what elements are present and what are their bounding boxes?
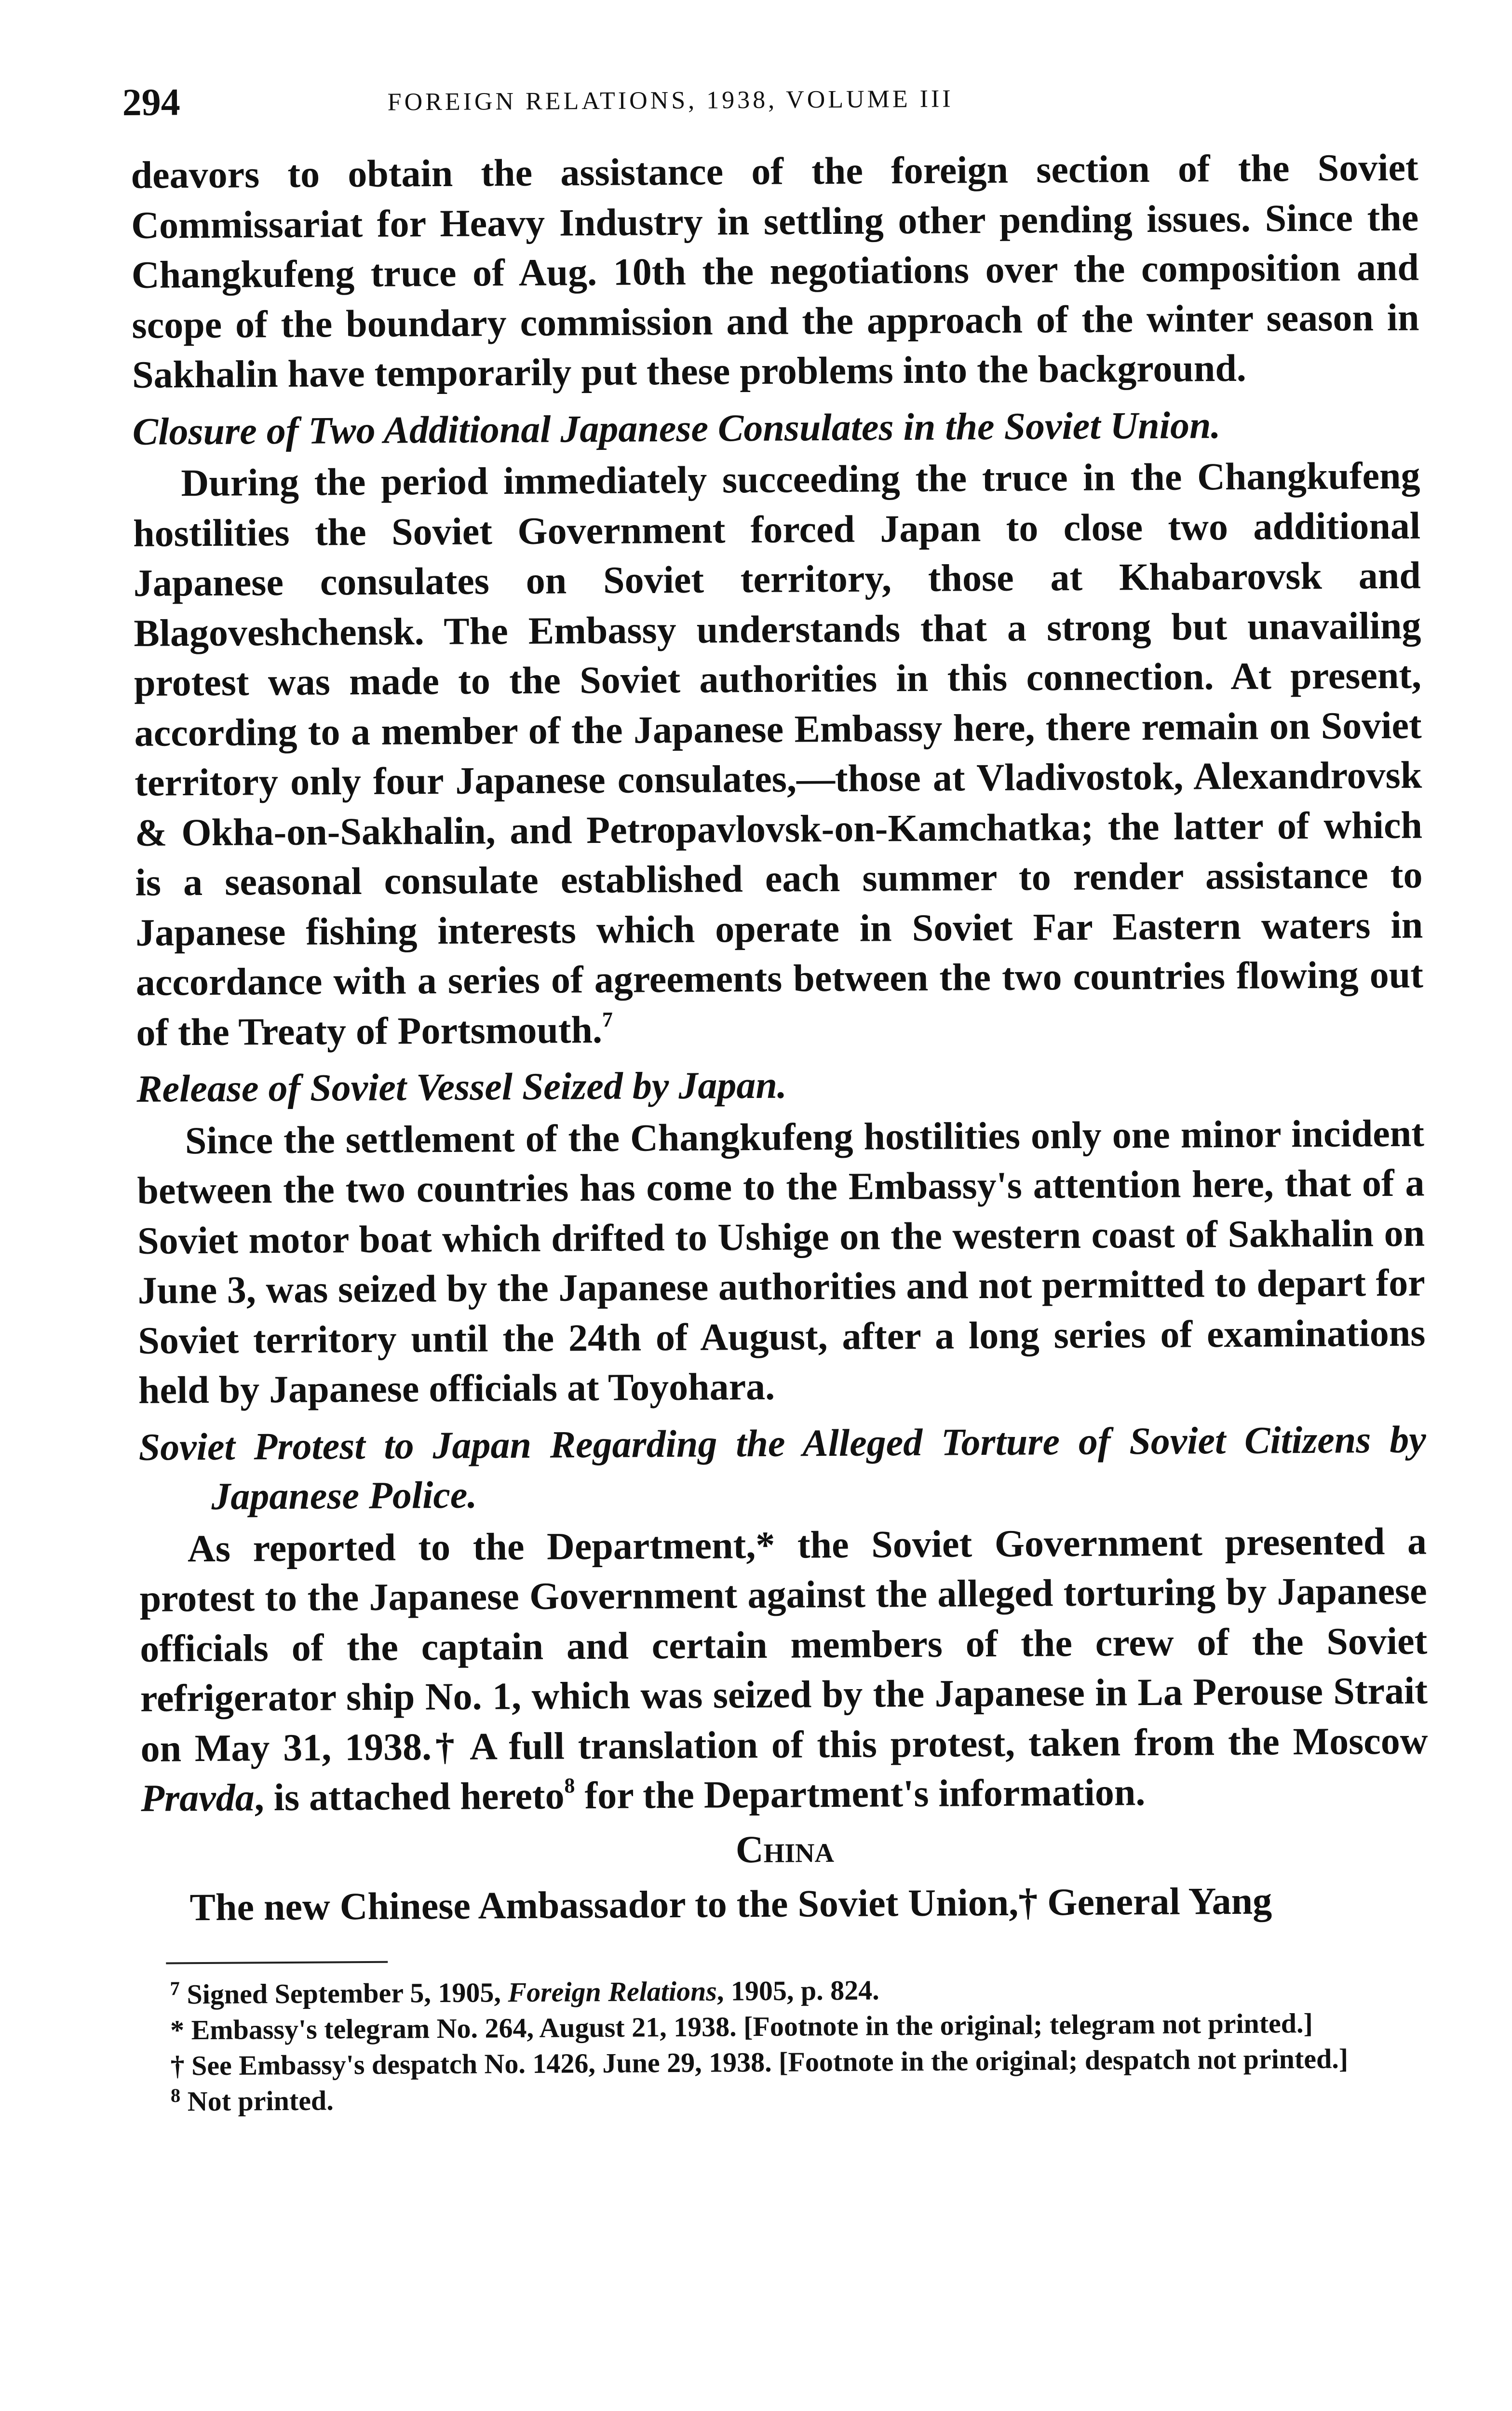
- paragraph-protest: [139, 1517, 1429, 1824]
- section-heading-china: China: [735, 1828, 835, 1871]
- paragraph-protest-text-c: for the Department's information.: [575, 1771, 1146, 1817]
- body-text: [131, 143, 1430, 2120]
- paragraph-protest-text-a: As reported to the Department,* the Soviet Government presented a protest to the Japanese Government against the alleged torturing by Japanese officials of the captain and certain members of the crew of the Soviet refrigerator ship No. 1, which was seized by the Japanese in La Perouse Strait on May 31, 1938.† A full translation of this protest, taken from the Moscow: [139, 1520, 1428, 1770]
- footnote-7-mark: 7: [170, 1977, 180, 1999]
- footnote-star: * Embassy's telegram No. 264, August 21, 1938. [Footnote in the original; telegram not printed.]: [170, 2007, 1313, 2045]
- section-heading-protest: Soviet Protest to Japan Regarding the Alleged Torture of Soviet Citizens by Japanese Police.: [138, 1418, 1426, 1518]
- footnote-8-mark: 8: [170, 2084, 181, 2106]
- footnotes: [142, 1969, 1430, 2119]
- section-heading-vessel: Release of Soviet Vessel Seized by Japan.: [136, 1064, 787, 1111]
- paragraph-vessel: Since the settlement of the Changkufeng hostilities only one minor incident between the two countries has come to the Embassy's attention here, that of a Soviet motor boat which drifted to Ushige on the western coast of Sakhalin on June 3, was seized by the Japanese authorities and not permitted to depart for Soviet territory until the 24th of August, after a long series of examinations held by Japanese officials at Toyohara.: [137, 1112, 1426, 1412]
- footnote-7-text-a: Signed September 5, 1905,: [187, 1976, 508, 2010]
- footnote-8-text: Not printed.: [187, 2084, 334, 2117]
- running-head: FOREIGN RELATIONS, 1938, VOLUME III: [387, 85, 954, 116]
- pravda-title: Pravda: [140, 1776, 255, 1820]
- paragraph-consulates-text: During the period immediately succeeding the truce in the Changkufeng hostilities the Soviet Government forced Japan to close two additional Japanese consulates on Soviet territory, those at Khabarovsk and Blagoveshchensk. The Embassy understands that a strong but unavailing protest was made to the Soviet authorities in this connection. At present, according to a member of the Japanese Embassy here, there remain on Soviet territory only four Japanese consulates,—those at Vladivostok, Alexandrovsk & Okha-on-Sakhalin, and Petropavlovsk-on-Kamchatka; the latter of which is a seasonal consulate established each summer to render assistance to Japanese fishing interests which operate in Soviet Far Eastern waters in accordance with a series of agreements between the two countries flowing out of the Treaty of Portsmouth.: [133, 454, 1424, 1054]
- footnote-7-text-b: , 1905, p. 824.: [716, 1974, 879, 2007]
- section-heading-consulates: Closure of Two Additional Japanese Consulates in the Soviet Union.: [132, 404, 1221, 453]
- footnote-dagger: † See Embassy's despatch No. 1426, June 29, 1938. [Footnote in the original; despatch not printed.]: [170, 2043, 1349, 2081]
- footnote-ref-7: 7: [602, 1007, 613, 1031]
- footnote-7-title: Foreign Relations: [508, 1975, 717, 2008]
- page-header: [122, 68, 1424, 129]
- paragraph-china: The new Chinese Ambassador to the Soviet Union,† General Yang: [189, 1880, 1272, 1929]
- paragraph-consulates: [133, 451, 1424, 1058]
- page-number: 294: [122, 81, 180, 124]
- footnote-ref-8: 8: [564, 1774, 575, 1798]
- paragraph-continued: deavors to obtain the assistance of the foreign section of the Soviet Commissariat for Heavy Industry in settling other pending issues. Since the Changkufeng truce of Aug. 10th the negotiations over the composition and scope of the boundary commission and the approach of the winter season in Sakhalin have temporarily put these problems into the background.: [131, 146, 1419, 396]
- footnote-rule: [166, 1961, 388, 1964]
- paragraph-protest-text-b: , is attached hereto: [254, 1774, 565, 1819]
